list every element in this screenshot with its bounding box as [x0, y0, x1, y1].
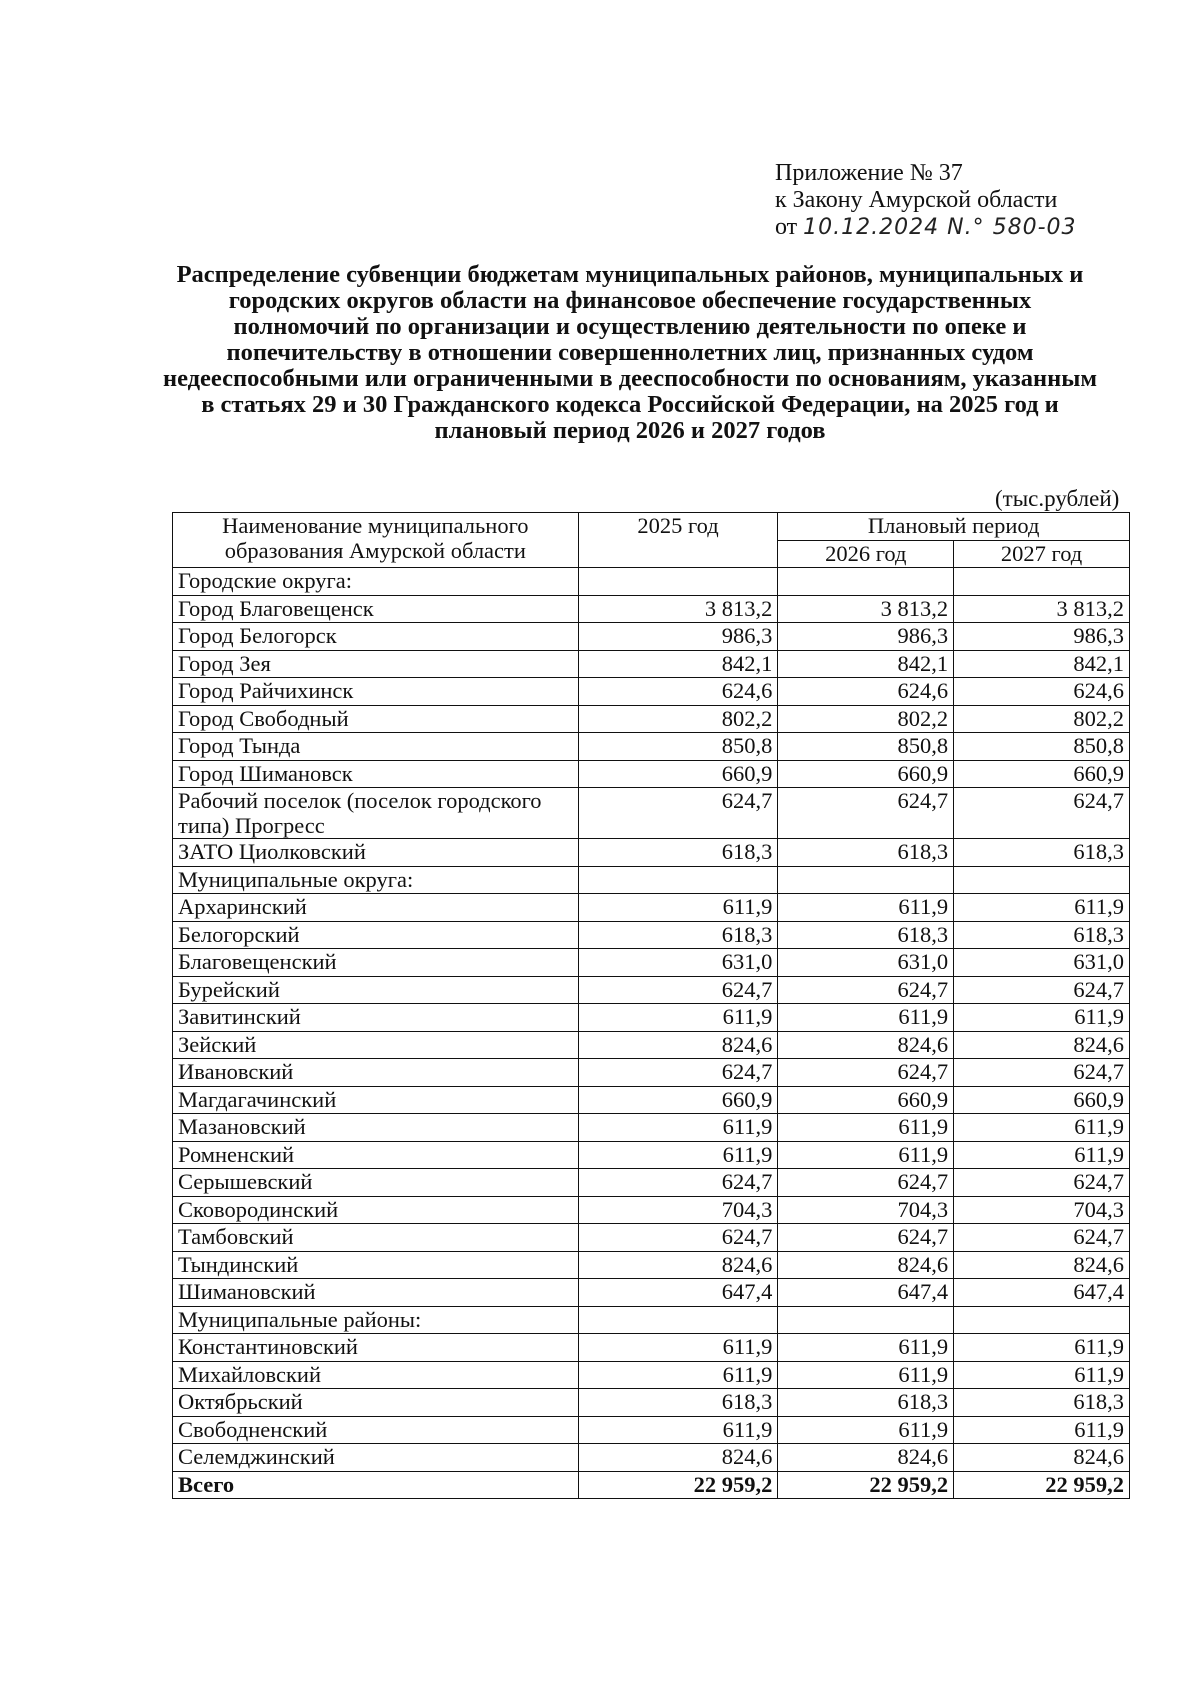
value-2025: 611,9 [578, 1114, 778, 1142]
section-row [173, 568, 1130, 596]
appendix-date-prefix: от [775, 214, 798, 240]
municipality-name: Благовещенский [173, 949, 579, 977]
municipality-name: Сковородинский [173, 1196, 579, 1224]
empty-cell [578, 866, 778, 894]
municipality-name: Свободненский [173, 1416, 579, 1444]
value-2027: 618,3 [954, 1389, 1130, 1417]
total-2027: 22 959,2 [954, 1471, 1130, 1499]
value-2025: 611,9 [578, 894, 778, 922]
value-2026: 824,6 [778, 1251, 954, 1279]
total-2025: 22 959,2 [578, 1471, 778, 1499]
table-row [173, 1389, 1130, 1417]
total-2026: 22 959,2 [778, 1471, 954, 1499]
empty-cell [578, 568, 778, 596]
table-row [173, 1251, 1130, 1279]
value-2026: 802,2 [778, 705, 954, 733]
value-2025: 802,2 [578, 705, 778, 733]
value-2025: 842,1 [578, 650, 778, 678]
value-2027: 624,7 [954, 1224, 1130, 1252]
municipality-name: Шимановский [173, 1279, 579, 1307]
table-row [173, 1086, 1130, 1114]
table-row [173, 839, 1130, 867]
value-2025: 611,9 [578, 1416, 778, 1444]
table-row [173, 1141, 1130, 1169]
value-2025: 631,0 [578, 949, 778, 977]
value-2026: 850,8 [778, 733, 954, 761]
appendix-block [775, 160, 1077, 241]
value-2027: 842,1 [954, 650, 1130, 678]
table-row [173, 1444, 1130, 1472]
section-title: Городские округа: [173, 568, 579, 596]
value-2027: 611,9 [954, 1334, 1130, 1362]
municipality-name: Магдагачинский [173, 1086, 579, 1114]
value-2027: 624,6 [954, 678, 1130, 706]
distribution-table [172, 512, 1130, 1499]
value-2025: 618,3 [578, 921, 778, 949]
municipality-name: Белогорский [173, 921, 579, 949]
value-2027: 624,7 [954, 788, 1130, 839]
municipality-name: Мазановский [173, 1114, 579, 1142]
value-2026: 3 813,2 [778, 595, 954, 623]
value-2025: 611,9 [578, 1361, 778, 1389]
value-2026: 611,9 [778, 1334, 954, 1362]
value-2027: 986,3 [954, 623, 1130, 651]
table-row [173, 1169, 1130, 1197]
value-2027: 611,9 [954, 1141, 1130, 1169]
table-row [173, 1196, 1130, 1224]
empty-cell [778, 1306, 954, 1334]
municipality-name: ЗАТО Циолковский [173, 839, 579, 867]
value-2027: 611,9 [954, 894, 1130, 922]
municipality-name: Рабочий поселок (поселок городского типа) Прогресс [173, 788, 579, 839]
appendix-date-line [775, 214, 1077, 241]
value-2025: 624,6 [578, 678, 778, 706]
table-row [173, 650, 1130, 678]
municipality-name: Михайловский [173, 1361, 579, 1389]
appendix-number: Приложение № 37 [775, 160, 963, 186]
table-row [173, 623, 1130, 651]
value-2027: 647,4 [954, 1279, 1130, 1307]
value-2027: 3 813,2 [954, 595, 1130, 623]
value-2025: 647,4 [578, 1279, 778, 1307]
header-2027: 2027 год [954, 540, 1130, 568]
value-2025: 611,9 [578, 1334, 778, 1362]
value-2025: 611,9 [578, 1004, 778, 1032]
value-2025: 624,7 [578, 1224, 778, 1252]
value-2025: 624,7 [578, 1059, 778, 1087]
value-2027: 660,9 [954, 760, 1130, 788]
table-row [173, 678, 1130, 706]
value-2027: 624,7 [954, 1169, 1130, 1197]
document-title: Распределение субвенции бюджетам муниципальных районов, муниципальных и городских округов области на финансовое обеспечение государственных полномочий по организации и осуществлению деятельности по опеке и попечительству в отношении совершеннолетних лиц, признанных судом недееспособными или ограниченными в дееспособности по основаниям, указанным в статьях 29 и 30 Гражданского кодекса Российской Федерации, на 2025 год и плановый период 2026 и 2027 годов [162, 261, 1098, 444]
table-row [173, 733, 1130, 761]
value-2026: 624,7 [778, 976, 954, 1004]
table-row [173, 1114, 1130, 1142]
value-2026: 624,6 [778, 678, 954, 706]
municipality-name: Город Белогорск [173, 623, 579, 651]
table-row [173, 1031, 1130, 1059]
empty-cell [578, 1306, 778, 1334]
table-row [173, 894, 1130, 922]
value-2026: 618,3 [778, 921, 954, 949]
value-2026: 624,7 [778, 1059, 954, 1087]
value-2027: 611,9 [954, 1361, 1130, 1389]
municipality-name: Город Зея [173, 650, 579, 678]
value-2026: 611,9 [778, 1114, 954, 1142]
value-2026: 618,3 [778, 839, 954, 867]
value-2026: 611,9 [778, 1361, 954, 1389]
table-row [173, 1334, 1130, 1362]
municipality-name: Зейский [173, 1031, 579, 1059]
value-2026: 824,6 [778, 1444, 954, 1472]
value-2025: 850,8 [578, 733, 778, 761]
value-2027: 624,7 [954, 1059, 1130, 1087]
table-row [173, 921, 1130, 949]
section-row [173, 1306, 1130, 1334]
table-row [173, 949, 1130, 977]
municipality-name: Город Тында [173, 733, 579, 761]
table-row [173, 595, 1130, 623]
municipality-name: Бурейский [173, 976, 579, 1004]
value-2025: 624,7 [578, 976, 778, 1004]
table-row [173, 1224, 1130, 1252]
municipality-name: Октябрьский [173, 1389, 579, 1417]
table-row [173, 1361, 1130, 1389]
municipality-name: Город Благовещенск [173, 595, 579, 623]
appendix-law: к Закону Амурской области [775, 187, 1058, 213]
value-2026: 704,3 [778, 1196, 954, 1224]
value-2027: 618,3 [954, 839, 1130, 867]
value-2026: 647,4 [778, 1279, 954, 1307]
total-row [173, 1471, 1130, 1499]
empty-cell [778, 866, 954, 894]
value-2025: 824,6 [578, 1444, 778, 1472]
header-name: Наименование муниципального образования Амурской области [173, 513, 579, 568]
value-2025: 824,6 [578, 1251, 778, 1279]
value-2025: 624,7 [578, 788, 778, 839]
header-2026: 2026 год [778, 540, 954, 568]
section-row [173, 866, 1130, 894]
value-2026: 631,0 [778, 949, 954, 977]
municipality-name: Архаринский [173, 894, 579, 922]
value-2025: 824,6 [578, 1031, 778, 1059]
empty-cell [778, 568, 954, 596]
section-title: Муниципальные округа: [173, 866, 579, 894]
table-row [173, 705, 1130, 733]
value-2027: 660,9 [954, 1086, 1130, 1114]
value-2027: 624,7 [954, 976, 1130, 1004]
table-row [173, 1004, 1130, 1032]
value-2025: 618,3 [578, 839, 778, 867]
units-label: (тыс.рублей) [995, 486, 1120, 511]
municipality-name: Константиновский [173, 1334, 579, 1362]
municipality-name: Город Свободный [173, 705, 579, 733]
municipality-name: Город Райчихинск [173, 678, 579, 706]
empty-cell [954, 568, 1130, 596]
table-row [173, 1416, 1130, 1444]
table-row [173, 1059, 1130, 1087]
value-2027: 824,6 [954, 1031, 1130, 1059]
municipality-name: Ивановский [173, 1059, 579, 1087]
value-2027: 802,2 [954, 705, 1130, 733]
table-row [173, 788, 1130, 839]
value-2025: 624,7 [578, 1169, 778, 1197]
table-header-row [173, 513, 1130, 541]
value-2027: 611,9 [954, 1004, 1130, 1032]
value-2025: 986,3 [578, 623, 778, 651]
value-2027: 631,0 [954, 949, 1130, 977]
value-2025: 660,9 [578, 1086, 778, 1114]
value-2027: 704,3 [954, 1196, 1130, 1224]
value-2025: 660,9 [578, 760, 778, 788]
value-2027: 850,8 [954, 733, 1130, 761]
value-2026: 986,3 [778, 623, 954, 651]
municipality-name: Ромненский [173, 1141, 579, 1169]
value-2025: 618,3 [578, 1389, 778, 1417]
value-2027: 618,3 [954, 921, 1130, 949]
value-2026: 624,7 [778, 788, 954, 839]
value-2027: 611,9 [954, 1416, 1130, 1444]
value-2025: 3 813,2 [578, 595, 778, 623]
value-2025: 611,9 [578, 1141, 778, 1169]
value-2026: 824,6 [778, 1031, 954, 1059]
empty-cell [954, 1306, 1130, 1334]
table-row [173, 976, 1130, 1004]
table-row [173, 1279, 1130, 1307]
municipality-name: Завитинский [173, 1004, 579, 1032]
header-2025: 2025 год [578, 513, 778, 568]
value-2026: 618,3 [778, 1389, 954, 1417]
table-row [173, 760, 1130, 788]
value-2026: 660,9 [778, 1086, 954, 1114]
municipality-name: Тамбовский [173, 1224, 579, 1252]
value-2026: 611,9 [778, 1004, 954, 1032]
value-2026: 624,7 [778, 1169, 954, 1197]
value-2025: 704,3 [578, 1196, 778, 1224]
value-2026: 660,9 [778, 760, 954, 788]
municipality-name: Город Шимановск [173, 760, 579, 788]
value-2027: 824,6 [954, 1251, 1130, 1279]
municipality-name: Селемджинский [173, 1444, 579, 1472]
section-title: Муниципальные районы: [173, 1306, 579, 1334]
municipality-name: Серышевский [173, 1169, 579, 1197]
header-plan-period: Плановый период [778, 513, 1130, 541]
value-2026: 842,1 [778, 650, 954, 678]
municipality-name: Тындинский [173, 1251, 579, 1279]
value-2026: 611,9 [778, 1141, 954, 1169]
value-2027: 824,6 [954, 1444, 1130, 1472]
value-2026: 624,7 [778, 1224, 954, 1252]
empty-cell [954, 866, 1130, 894]
handwritten-date-number: 10.12.2024 N.° 580-03 [803, 215, 1077, 240]
value-2027: 611,9 [954, 1114, 1130, 1142]
value-2026: 611,9 [778, 1416, 954, 1444]
table-body [173, 568, 1130, 1499]
total-label: Всего [173, 1471, 579, 1499]
value-2026: 611,9 [778, 894, 954, 922]
